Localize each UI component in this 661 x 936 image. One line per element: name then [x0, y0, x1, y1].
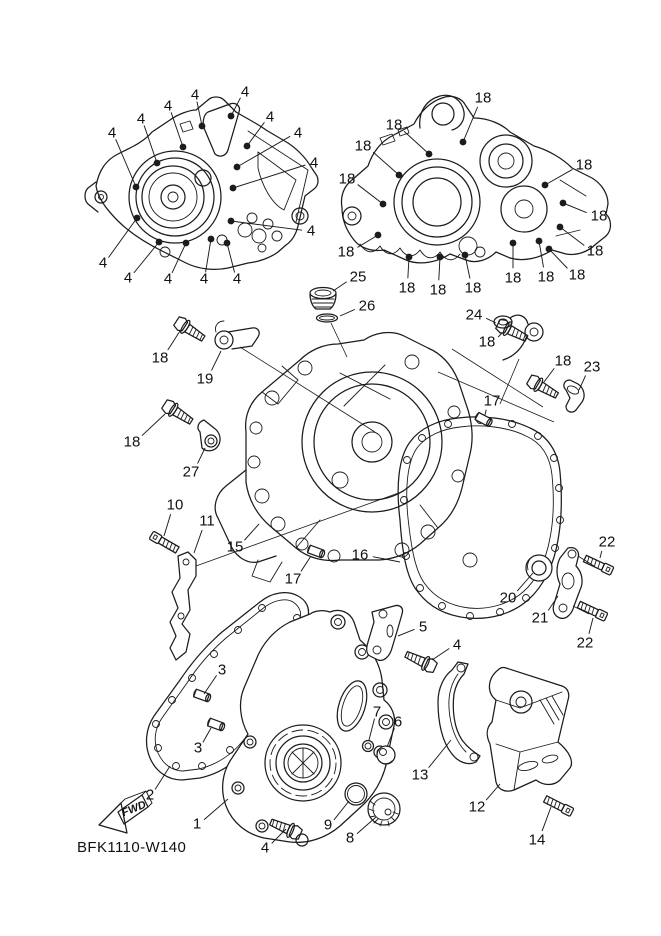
callout-leader-19-36 — [211, 351, 221, 371]
callout-dot-18-14 — [460, 139, 467, 146]
callout-label-4-13: 4 — [232, 270, 242, 288]
callout-dot-4-7 — [230, 185, 237, 192]
callout-label-4-7: 4 — [309, 154, 319, 172]
bolt-18-clip23 — [525, 373, 560, 402]
callout-label-21-45: 21 — [531, 609, 549, 627]
callout-label-2-50: 2 — [145, 786, 155, 804]
callout-label-22-46: 22 — [598, 533, 616, 551]
callout-label-4-58: 4 — [260, 839, 270, 857]
callout-label-12-60: 12 — [468, 798, 486, 816]
callout-label-14-61: 14 — [528, 831, 546, 849]
callout-dot-4-13 — [224, 240, 231, 247]
callout-label-13-59: 13 — [411, 766, 429, 784]
callout-leader-22-46 — [600, 551, 602, 558]
callout-leader-20-44 — [517, 573, 533, 591]
right-crankcase-drawing — [338, 95, 610, 263]
bolt-18-lower-left — [160, 398, 195, 428]
callout-leader-18-37 — [142, 414, 165, 436]
callout-label-20-44: 20 — [499, 589, 517, 607]
bolt-4-center — [403, 647, 438, 674]
bracket-24-drawing — [494, 315, 543, 360]
callout-leader-14-61 — [542, 807, 551, 831]
callout-dot-4-1 — [228, 113, 235, 120]
callout-label-4-9: 4 — [98, 254, 108, 272]
callout-label-4-3: 4 — [136, 110, 146, 128]
sprocket-cover-12-drawing — [487, 668, 571, 792]
screw-6-drawing — [377, 746, 395, 764]
callout-label-4-2: 4 — [163, 97, 173, 115]
bolt-18-upper-left — [172, 315, 207, 345]
callout-dot-18-15 — [426, 151, 433, 158]
o-ring-26-drawing — [317, 314, 338, 322]
callout-dot-4-0 — [199, 123, 206, 130]
callout-label-15-41: 15 — [226, 538, 244, 556]
callout-leader-12-60 — [486, 784, 500, 800]
callout-label-18-15: 18 — [385, 116, 403, 134]
callout-dot-4-5 — [244, 143, 251, 150]
callout-label-26-29: 26 — [358, 297, 376, 315]
callout-leader-13-59 — [429, 740, 451, 768]
callout-dot-18-17 — [380, 201, 387, 208]
callout-label-4-1: 4 — [240, 83, 250, 101]
center-crankcase-drawing — [215, 333, 472, 582]
callout-label-18-14: 18 — [474, 89, 492, 107]
callout-leader-17-34 — [485, 410, 486, 415]
callout-label-23-33: 23 — [583, 358, 601, 376]
callout-dot-18-23 — [437, 254, 444, 261]
callout-label-19-36: 19 — [196, 370, 214, 388]
callout-dot-4-8 — [228, 218, 235, 225]
callout-dot-4-12 — [208, 236, 215, 243]
callout-label-9-56: 9 — [323, 816, 333, 834]
callout-label-11-40: 11 — [199, 512, 215, 530]
callout-leader-26-29 — [340, 309, 355, 316]
fwd-arrow — [99, 791, 152, 833]
callout-dot-4-11 — [183, 240, 190, 247]
callout-dot-18-16 — [396, 172, 403, 179]
bracket-5-drawing — [367, 605, 403, 660]
callout-label-24-30: 24 — [465, 306, 483, 324]
callout-dot-4-2 — [180, 144, 187, 151]
callout-label-4-8: 4 — [306, 222, 316, 240]
callout-label-18-35: 18 — [151, 349, 169, 367]
callout-label-4-53: 4 — [452, 636, 462, 654]
callout-label-3-49: 3 — [193, 739, 203, 757]
callout-label-18-31: 18 — [478, 333, 496, 351]
callout-leader-27-38 — [198, 448, 205, 464]
callout-label-18-26: 18 — [537, 268, 555, 286]
callout-label-18-32: 18 — [554, 352, 572, 370]
callout-leader-18-31 — [498, 333, 502, 337]
callout-dot-18-22 — [406, 254, 413, 261]
callout-leader-17-42 — [301, 556, 311, 571]
callout-dot-18-18 — [542, 182, 549, 189]
callout-dot-4-10 — [156, 239, 163, 246]
callout-label-4-12: 4 — [199, 270, 209, 288]
callout-leader-25-28 — [333, 282, 347, 291]
callout-label-1-51: 1 — [192, 815, 202, 833]
callout-dot-4-4 — [133, 184, 140, 191]
callout-label-22-47: 22 — [576, 634, 594, 652]
callout-label-27-38: 27 — [182, 463, 200, 481]
callout-label-4-6: 4 — [293, 124, 303, 142]
callout-leader-18-23 — [439, 257, 440, 280]
diagram-code: BFK1110-W140 — [77, 839, 187, 856]
assembly-line-7 — [573, 606, 589, 614]
callout-label-7-54: 7 — [372, 703, 382, 721]
callout-label-18-21: 18 — [586, 242, 604, 260]
callout-label-18-24: 18 — [464, 279, 482, 297]
callout-label-4-4: 4 — [107, 124, 117, 142]
callout-label-10-39: 10 — [166, 496, 184, 514]
callout-label-8-57: 8 — [345, 829, 355, 847]
fwd-label: FWD — [120, 798, 148, 820]
callout-leader-1-51 — [204, 799, 228, 820]
callout-dot-4-3 — [154, 160, 161, 167]
callout-dot-18-25 — [510, 240, 517, 247]
bolt-22-upper — [583, 554, 614, 575]
callout-label-16-43: 16 — [351, 546, 369, 564]
callout-dot-18-26 — [536, 238, 543, 245]
callout-label-18-19: 18 — [590, 207, 608, 225]
callout-dot-4-6 — [234, 164, 241, 171]
callout-label-18-22: 18 — [398, 279, 416, 297]
callout-label-5-52: 5 — [418, 618, 428, 636]
callout-label-4-11: 4 — [163, 270, 173, 288]
callout-dot-18-20 — [375, 232, 382, 239]
callout-label-18-37: 18 — [123, 433, 141, 451]
callout-label-18-18: 18 — [575, 156, 593, 174]
callout-dot-4-9 — [134, 215, 141, 222]
callout-dot-18-24 — [462, 252, 469, 259]
callout-label-4-5: 4 — [265, 108, 275, 126]
clamp-19-drawing — [215, 321, 259, 349]
callout-leader-11-40 — [194, 530, 202, 553]
callout-label-25-28: 25 — [349, 268, 367, 286]
callout-leader-18-32 — [544, 368, 554, 382]
cap-8-drawing — [368, 793, 400, 826]
callout-label-4-10: 4 — [123, 269, 133, 287]
callout-leader-18-35 — [168, 331, 180, 350]
oil-plug-25-drawing — [310, 288, 336, 310]
callout-label-3-48: 3 — [217, 661, 227, 679]
callout-dot-18-21 — [557, 224, 564, 231]
callout-dot-18-27 — [546, 246, 553, 253]
callout-leader-15-41 — [244, 524, 259, 540]
callout-label-18-17: 18 — [338, 170, 356, 188]
dowel-17-upper — [474, 412, 493, 427]
callout-label-17-34: 17 — [483, 392, 501, 410]
callout-label-4-0: 4 — [190, 86, 200, 104]
callout-dot-18-19 — [560, 200, 567, 207]
callout-leader-4-53 — [432, 648, 449, 660]
callout-leader-8-57 — [357, 817, 376, 834]
callout-label-18-20: 18 — [337, 243, 355, 261]
callout-leader-22-47 — [589, 618, 593, 634]
callout-leader-4-10 — [134, 242, 159, 273]
callout-label-18-16: 18 — [354, 137, 372, 155]
grommet-27-drawing — [198, 420, 220, 451]
callout-leader-10-39 — [164, 514, 171, 536]
callout-label-18-27: 18 — [568, 266, 586, 284]
callout-leader-5-52 — [398, 629, 415, 636]
callout-label-18-23: 18 — [429, 281, 447, 299]
callout-label-17-42: 17 — [284, 570, 302, 588]
callout-label-18-25: 18 — [504, 269, 522, 287]
callout-label-6-55: 6 — [393, 713, 403, 731]
bolt-14 — [543, 795, 574, 817]
bracket-11-drawing — [170, 552, 196, 660]
